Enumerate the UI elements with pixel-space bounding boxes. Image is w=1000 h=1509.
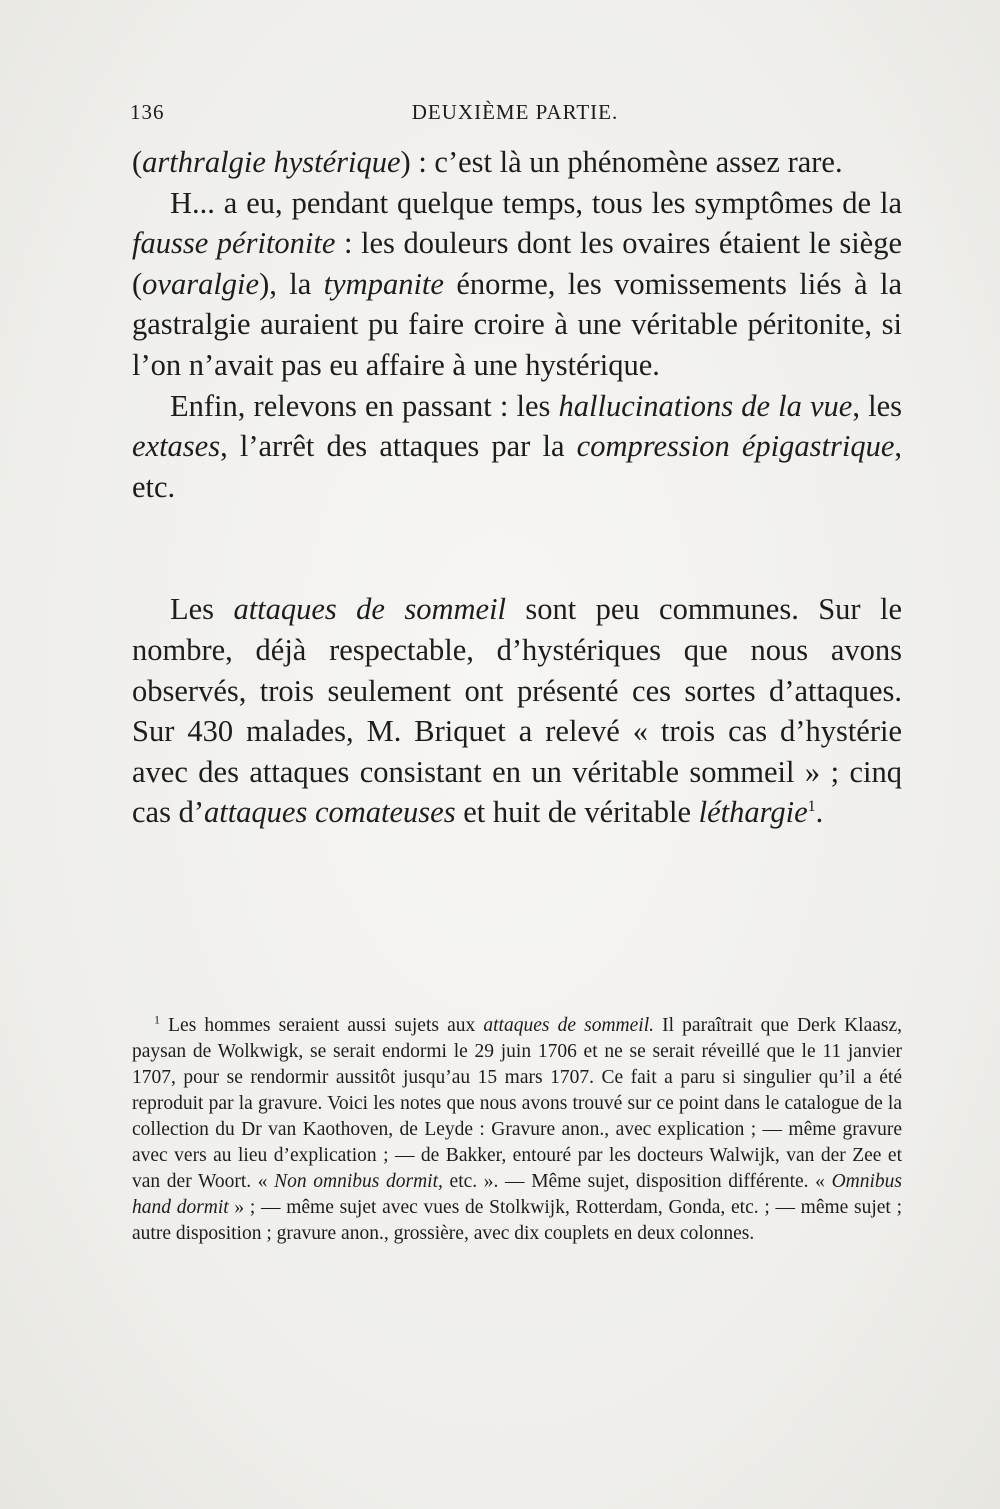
- text-run: , les: [852, 388, 902, 423]
- text-run: Enfin, relevons en passant : les: [170, 388, 559, 423]
- italic-term: Omnibus hand dormit: [132, 1171, 902, 1218]
- italic-term: léthargie: [698, 795, 808, 830]
- running-head: DEUXIÈME PARTIE.: [411, 100, 619, 124]
- text-run: et huit de véritable: [455, 795, 699, 830]
- text-run: énorme, les vomissements liés à la gastralgie auraient pu faire croire à une véritable péritonite, si l’on n’avait pas eu affaire à une hystérique.: [132, 266, 902, 382]
- paragraph-3: [132, 386, 902, 508]
- text-run: (: [132, 145, 143, 179]
- text-run: , etc.: [132, 429, 902, 504]
- paragraph-4: [132, 589, 902, 833]
- italic-term: ovaralgie: [142, 266, 260, 301]
- italic-term: attaques de sommeil.: [483, 1015, 654, 1036]
- italic-term: extases: [132, 429, 221, 464]
- text-run: , l’arrêt des attaques par la: [220, 429, 577, 464]
- text-run: Les hommes seraient aussi sujets aux: [168, 1015, 484, 1036]
- italic-term: fausse péritonite: [132, 226, 336, 261]
- text-run: H... a eu, pendant quelque temps, tous les symptômes de la: [170, 185, 902, 220]
- footnote: [132, 1013, 902, 1247]
- italic-term: arthralgie hystérique: [142, 145, 401, 179]
- italic-term: Non omnibus dormit,: [274, 1171, 443, 1192]
- paragraph-2: [132, 183, 902, 386]
- text-run: Les: [170, 592, 234, 627]
- paragraph-1: [132, 142, 902, 183]
- italic-term: attaques comateuses: [203, 795, 456, 830]
- text-run: ), la: [259, 266, 324, 301]
- footnote-mark: 1: [154, 1012, 160, 1027]
- section-gap: [132, 507, 902, 589]
- text-run: : les douleurs dont les ovaires étaient le siège (: [132, 226, 902, 301]
- text-run: Il paraîtrait que Derk Klaasz, paysan de Wolkwigk, se serait endormi le 29 juin 1706 et ne se serait réveillé que le 11 janvier 1707, pour se rendormir aussitôt jusqu’au 15 mars 1707. Ce fait a paru si singulier qu’il a été reproduit par la gravure. Voici les notes que nous avons trouvé sur ce point dans le catalogue de la collection du Dr van Kaothoven, de Leyde : Gravure anon., avec explication ; — même gravure avec vers au lieu d’explication ; — de Bakker, entouré par les docteurs Walwijk, van der Zee et van der Woort. «: [132, 1015, 903, 1192]
- italic-term: compression épigastrique: [576, 429, 895, 464]
- text-run: etc. ». — Même sujet, disposition différente. «: [442, 1171, 832, 1192]
- italic-term: attaques de sommeil: [233, 592, 507, 627]
- footnote-reference[interactable]: 1: [807, 798, 816, 816]
- body-text: [132, 142, 902, 833]
- page-number: 136: [130, 100, 165, 124]
- text-run: » ; — même sujet avec vues de Stolkwijk, Rotterdam, Gonda, etc. ; — même sujet ; autre disposition ; gravure anon., grossière, avec dix couplets en deux colonnes.: [132, 1197, 902, 1244]
- text-run: .: [815, 795, 824, 830]
- page-header: [130, 100, 900, 132]
- italic-term: tympanite: [323, 266, 444, 301]
- italic-term: hallucinations de la vue: [558, 388, 853, 423]
- text-run: sont peu communes. Sur le nombre, déjà respectable, d’hystériques que nous avons observés, trois seulement ont présenté ces sortes d’attaques. Sur 430 malades, M. Briquet a relevé « trois cas d’hystérie avec des attaques consistant en un véritable sommeil » ; cinq cas d’: [132, 592, 902, 830]
- text-run: ) : c’est là un phénomène assez rare.: [400, 145, 843, 179]
